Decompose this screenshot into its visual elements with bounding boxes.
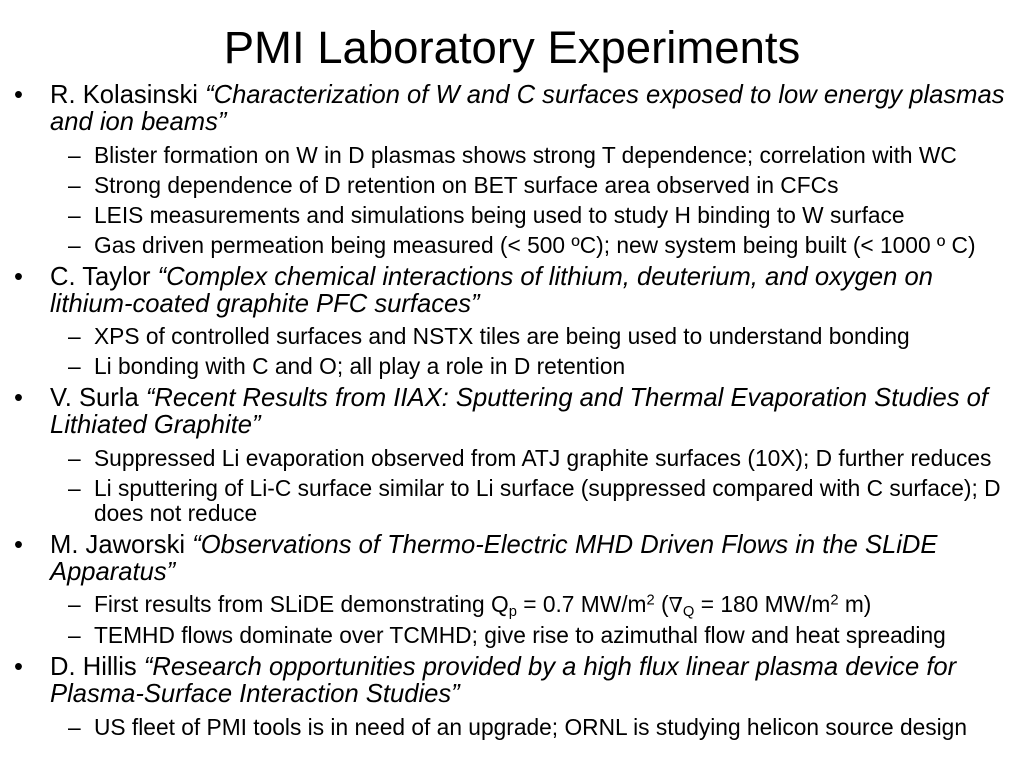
text-segment: = 180 MW/m [694, 591, 831, 617]
sub-bullet-item [68, 323, 1012, 349]
sub-bullet-marker: – [68, 141, 81, 168]
sub-bullet-text: LEIS measurements and simulations being used to study H binding to W surface [94, 201, 905, 228]
sub-bullet-item [68, 713, 1012, 740]
slide-title: PMI Laboratory Experiments [223, 22, 801, 73]
talk-title: “Observations of Thermo-Electric MHD Driven Flows in the SLiDE Apparatus” [50, 530, 938, 586]
bullet-item-surla [0, 385, 1024, 526]
presenter-name: M. Jaworski [50, 530, 186, 559]
bullet-item-kolasinski [0, 82, 1024, 258]
bullet-line [14, 262, 1012, 318]
bullet-list [0, 82, 1024, 740]
sub-bullet-item [68, 201, 1012, 228]
sub-bullet-list [0, 143, 1024, 258]
sub-bullet-text [94, 591, 872, 621]
sub-bullet-text: Gas driven permeation being measured (< 500 ºC); new system being built (< 1000 º C) [94, 231, 976, 258]
sub-bullet-marker: – [68, 474, 81, 501]
bullet-line [14, 653, 1012, 708]
sub-bullet-item [68, 171, 1012, 198]
sub-bullet-list [0, 592, 1024, 648]
sub-bullet-list [0, 446, 1024, 526]
sub-bullet-item [68, 444, 1012, 471]
sub-bullet-text: TEMHD flows dominate over TCMHD; give rise to azimuthal flow and heat spreading [94, 622, 946, 648]
sub-bullet-marker: – [68, 231, 81, 258]
bullet-line [14, 384, 1012, 439]
presenter-name: C. Taylor [50, 262, 151, 291]
sub-bullet-item [68, 353, 1012, 379]
text-segment: ( [654, 591, 669, 617]
text-segment: = 0.7 MW/m [516, 591, 647, 617]
superscript: 2 [646, 592, 655, 609]
bullet-item-jaworski [0, 532, 1024, 649]
sub-bullet-marker: – [68, 591, 81, 617]
sub-bullet-text: Li sputtering of Li-C surface similar to Li surface (suppressed compared with C surface); D does not reduce [94, 474, 1001, 526]
sub-bullet-marker: – [68, 171, 81, 198]
bullet-marker: • [14, 81, 23, 109]
subscript: Q [682, 604, 695, 621]
subscript: p [508, 604, 517, 621]
sub-bullet-item [68, 474, 1012, 526]
sub-bullet-item [68, 231, 1012, 258]
presenter-name: V. Surla [50, 384, 139, 412]
sub-bullet-text: Li bonding with C and O; all play a role in D retention [94, 353, 626, 379]
sub-bullet-marker: – [68, 353, 81, 379]
sub-bullet-marker: – [68, 323, 81, 349]
presenter-name: D. Hillis [50, 653, 137, 681]
bullet-marker: • [14, 384, 23, 412]
talk-title: “Research opportunities provided by a high flux linear plasma device for Plasma-Surface Interaction Studies” [50, 653, 957, 708]
sub-bullet-text: US fleet of PMI tools is in need of an upgrade; ORNL is studying helicon source design [94, 713, 967, 740]
talk-title: “Complex chemical interactions of lithium, deuterium, and oxygen on lithium-coated graphite PFC surfaces” [50, 262, 933, 318]
sub-bullet-item [68, 591, 1012, 621]
sub-bullet-marker: – [68, 622, 81, 648]
superscript: 2 [830, 592, 839, 609]
bullet-line [14, 81, 1012, 136]
sub-bullet-text: Strong dependence of D retention on BET surface area observed in CFCs [94, 171, 839, 198]
presenter-name: R. Kolasinski [50, 81, 198, 109]
text-segment: First results from SLiDE demonstrating Q [94, 591, 509, 617]
talk-title: “Recent Results from IIAX: Sputtering and Thermal Evaporation Studies of Lithiated Graphite” [50, 384, 988, 439]
sub-bullet-text: Suppressed Li evaporation observed from ATJ graphite surfaces (10X); D further reduces [94, 444, 992, 471]
bullet-marker: • [14, 262, 23, 291]
bullet-item-taylor [0, 264, 1024, 380]
sub-bullet-text: XPS of controlled surfaces and NSTX tiles are being used to understand bonding [94, 323, 910, 349]
sub-bullet-marker: – [68, 444, 81, 471]
bullet-marker: • [14, 653, 23, 681]
bullet-line [14, 530, 1012, 586]
sub-bullet-marker: – [68, 201, 81, 228]
sub-bullet-marker: – [68, 713, 81, 740]
sub-bullet-item [68, 622, 1012, 648]
sub-bullet-list [0, 324, 1024, 379]
sub-bullet-text: Blister formation on W in D plasmas shows strong T dependence; correlation with WC [94, 141, 957, 168]
nabla-symbol: ∇ [668, 593, 683, 617]
sub-bullet-list [0, 715, 1024, 740]
talk-title: “Characterization of W and C surfaces exposed to low energy plasmas and ion beams” [50, 81, 1005, 136]
bullet-marker: • [14, 530, 23, 559]
bullet-item-hillis [0, 654, 1024, 740]
text-segment: m) [838, 591, 872, 617]
sub-bullet-item [68, 141, 1012, 168]
